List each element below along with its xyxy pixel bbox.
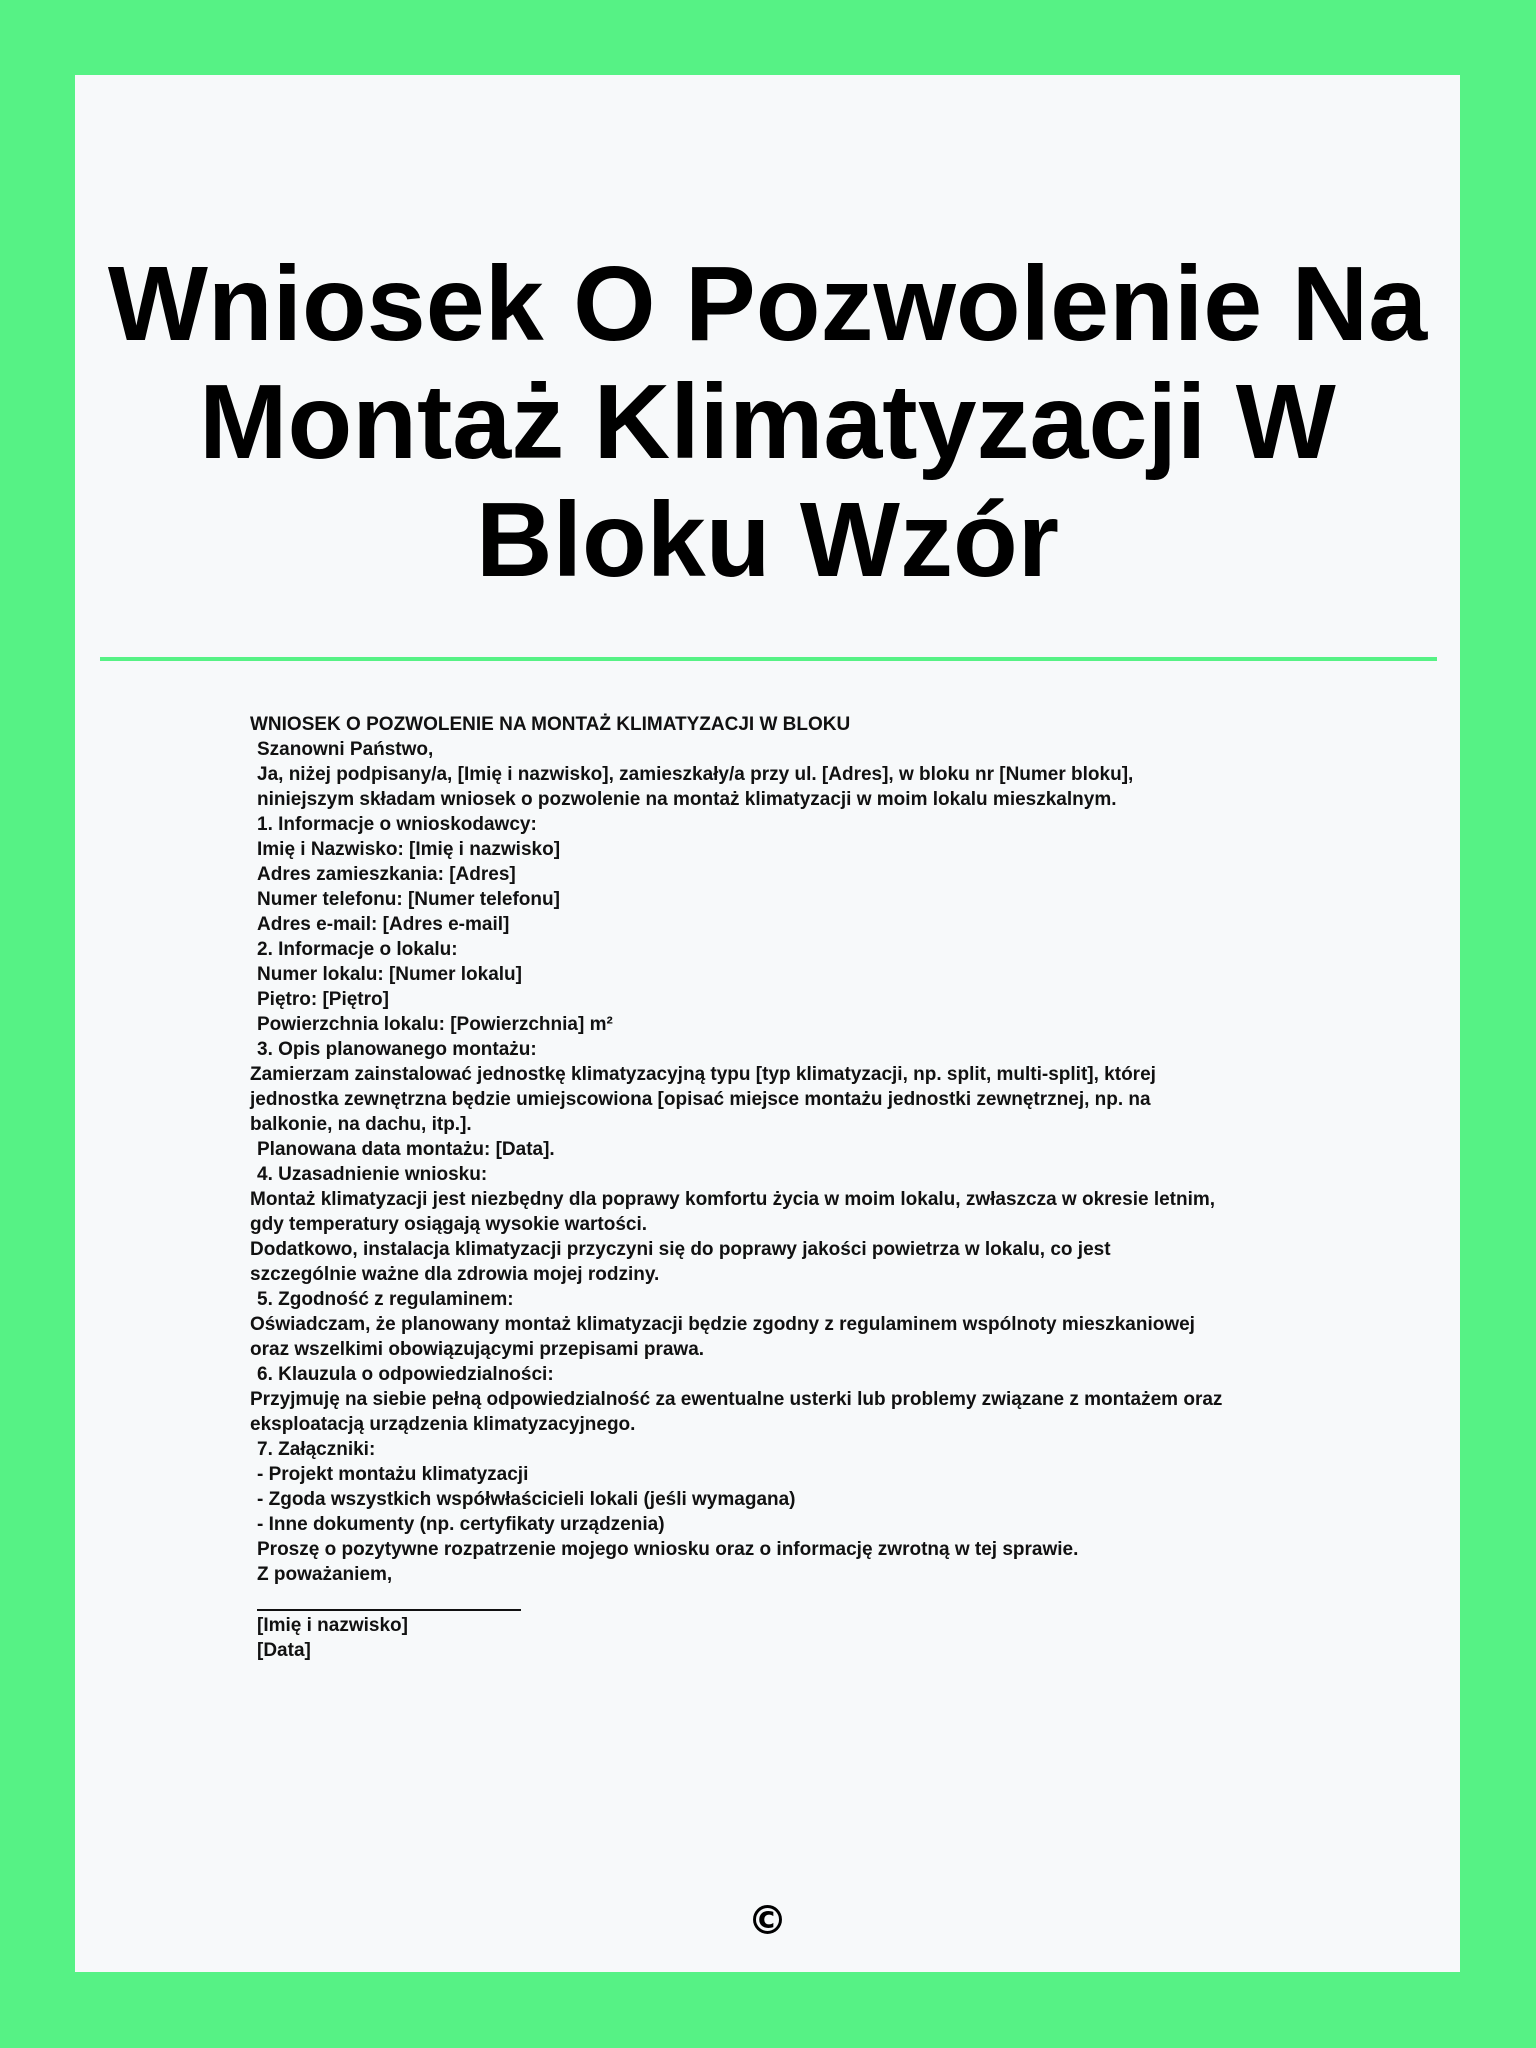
section-heading-premises: 2. Informacje o lokalu: [257,939,458,960]
installation-date-field: Planowana data montażu: [Data]. [257,1139,555,1160]
document-title: Wniosek O Pozwolenie Na Montaż Klimatyzacji W Bloku Wzór [107,245,1428,599]
applicant-address-field: Adres zamieszkania: [Adres] [257,864,516,885]
applicant-email-field: Adres e-mail: [Adres e-mail] [257,914,510,935]
installation-text-line: jednostka zewnętrzna będzie umiejscowiona [opisać miejsce montażu jednostki zewnętrznej, np. na [250,1089,1151,1110]
liability-text-line: Przyjmuję na siebie pełną odpowiedzialność za ewentualne usterki lub problemy związane z montażem oraz [250,1389,1223,1410]
liability-text-line: eksploatacją urządzenia klimatyzacyjnego. [250,1414,636,1435]
compliance-text-line: Oświadczam, że planowany montaż klimatyzacji będzie zgodny z regulaminem wspólnoty mieszkaniowej [250,1314,1195,1335]
signature-line [257,1587,521,1611]
title-divider [100,657,1437,661]
closing-sentence: Proszę o pozytywne rozpatrzenie mojego wniosku oraz o informację zwrotną w tej sprawie. [257,1539,1079,1560]
section-heading-justification: 4. Uzasadnienie wniosku: [257,1164,488,1185]
copyright-icon: © [747,1898,788,1944]
letter-greeting: Szanowni Państwo, [257,739,434,760]
signature-date: [Data] [257,1640,311,1661]
section-heading-installation: 3. Opis planowanego montażu: [257,1039,537,1060]
section-heading-applicant: 1. Informacje o wnioskodawcy: [257,814,537,835]
premises-number-field: Numer lokalu: [Numer lokalu] [257,964,522,985]
premises-area-field: Powierzchnia lokalu: [Powierzchnia] m² [257,1014,613,1035]
attachment-item: - Inne dokumenty (np. certyfikaty urządzenia) [257,1514,665,1535]
letter-heading: WNIOSEK O POZWOLENIE NA MONTAŻ KLIMATYZACJI W BLOKU [250,714,851,735]
premises-floor-field: Piętro: [Piętro] [257,989,389,1010]
section-heading-liability: 6. Klauzula o odpowiedzialności: [257,1364,554,1385]
justification-text-line: gdy temperatury osiągają wysokie wartości. [250,1214,648,1235]
justification-text-line: Dodatkowo, instalacja klimatyzacji przyczyni się do poprawy jakości powietrza w lokalu, co jest [250,1239,1111,1260]
justification-text-line: szczególnie ważne dla zdrowia mojej rodziny. [250,1264,660,1285]
section-heading-attachments: 7. Załączniki: [257,1439,376,1460]
installation-text-line: Zamierzam zainstalować jednostkę klimatyzacyjną typu [typ klimatyzacji, np. split, multi-split], której [250,1064,1156,1085]
letter-body [250,712,1350,1663]
applicant-name-field: Imię i Nazwisko: [Imię i nazwisko] [257,839,561,860]
compliance-text-line: oraz wszelkimi obowiązującymi przepisami prawa. [250,1339,705,1360]
section-heading-compliance: 5. Zgodność z regulaminem: [257,1289,514,1310]
letter-intro-line: Ja, niżej podpisany/a, [Imię i nazwisko], zamieszkały/a przy ul. [Adres], w bloku nr [Numer bloku], [257,764,1134,785]
regards: Z poważaniem, [257,1564,393,1585]
applicant-phone-field: Numer telefonu: [Numer telefonu] [257,889,560,910]
signature-name: [Imię i nazwisko] [257,1615,408,1636]
document-page [75,75,1460,1972]
installation-text-line: balkonie, na dachu, itp.]. [250,1114,472,1135]
attachment-item: - Zgoda wszystkich współwłaścicieli lokali (jeśli wymagana) [257,1489,796,1510]
letter-intro-line: niniejszym składam wniosek o pozwolenie na montaż klimatyzacji w moim lokalu mieszkalnym. [257,789,1117,810]
justification-text-line: Montaż klimatyzacji jest niezbędny dla poprawy komfortu życia w moim lokalu, zwłaszcza w okresie letnim, [250,1189,1216,1210]
attachment-item: - Projekt montażu klimatyzacji [257,1464,529,1485]
